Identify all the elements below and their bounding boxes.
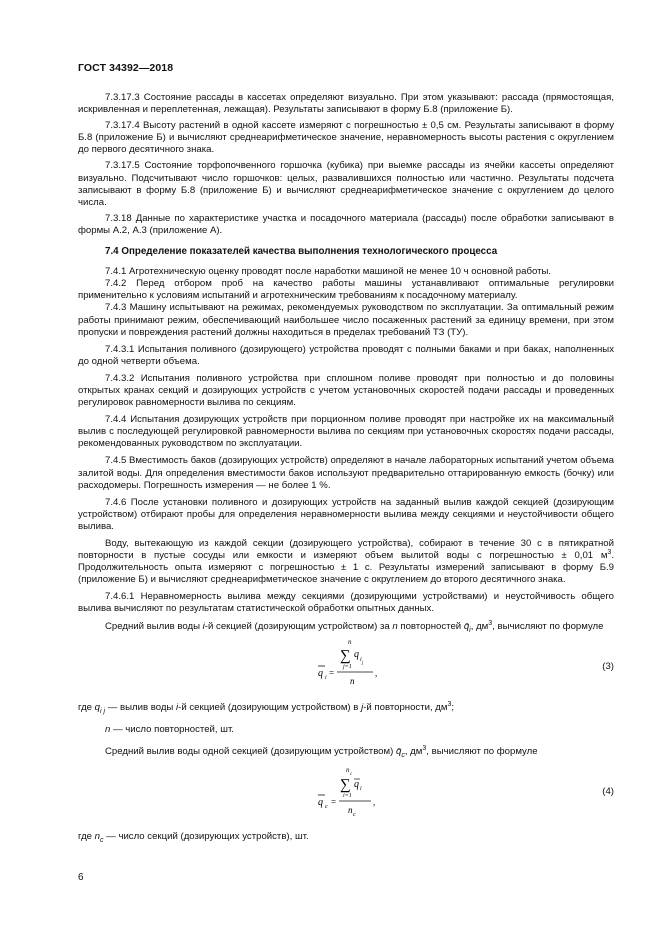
svg-text:n: n <box>350 675 355 686</box>
svg-text:=: = <box>331 796 337 807</box>
paragraph-7-4-3: 7.4.3 Машину испытывают на режимах, рекомендуемых руководством по эксплуатации. За оптимальный режим работы принимают режим, обеспечивающий наибольшее число посаженных растений за единицу времени, при этом пропуски и повреждения растений должны находиться в пределах требований ТЗ (ТУ). <box>78 302 614 338</box>
paragraph-mean-c: Средний вылив воды одной секцией (дозирующим устройством) $q̄_c$, $дм^3$, вычисляют по формуле <box>105 744 538 759</box>
paragraph-7-4-5: 7.4.5 Вместимость баков (дозирующих устройств) определяют в начале лабораторных испытаний учетом объема залитой воды. Для определения вместимости баков используют предварительно оттарированную емкость (бочку) или расходомеры. Погрешность измерения — не более 1 %. <box>78 455 614 491</box>
formula-4-number: (4) <box>602 785 614 797</box>
svg-text:=: = <box>329 667 335 678</box>
where-n-c: где $n_c$ — число секций (дозирующих устройств), шт. <box>78 831 309 845</box>
symbol-q-bar-c: $q̄_c$ <box>395 745 405 759</box>
svg-text:q: q <box>318 796 323 808</box>
svg-text:q: q <box>318 667 323 679</box>
paragraph-mean-i: Средний вылив воды i-й секцией (дозирующим устройством) за n повторностей $q̄_i$, $дм^3$, вычисляют по формуле <box>105 619 604 634</box>
svg-text:q: q <box>354 778 359 790</box>
paragraph-7-4-6: 7.4.6 После установки поливного и дозирующих устройств на заданный вылив каждой секцией (дозирующим устройством) отбирают пробы для определения неравномерности вылива между секциями и неустойчивости общего вылива. <box>78 496 614 532</box>
formula-4 <box>78 760 614 822</box>
svg-text:q: q <box>354 648 359 660</box>
document-header: ГОСТ 34392—2018 <box>78 62 174 74</box>
svg-text:i: i <box>360 656 362 663</box>
svg-text:n: n <box>346 765 350 774</box>
where-q-ij: где $q_{i j}$ — вылив воды i-й секцией (дозирующим устройством) в j-й повторности, $дм^3$; <box>78 701 455 716</box>
svg-text:j=1: j=1 <box>343 663 352 670</box>
symbol-q-bar-i: $q̄_i$ <box>463 620 471 634</box>
paragraph-water-collection: Воду, вытекающую из каждой секции (дозирующего устройства), собирают в течение 30 с в пятикратной повторности в пустые сосуды или емкости и измеряют объем вылитой воды с погрешностью ± 0,01 $м^3$. Продолжительность опыта измеряют с погрешностью ± 1 с. Результаты измерений записывают в форму Б.9 (приложение Б) и вычисляют среднеарифметическое значение с округлением до второго десятичного знака. <box>78 538 614 586</box>
svg-text:i: i <box>325 674 327 681</box>
formula-3-expression <box>318 635 468 693</box>
document-body <box>78 92 614 853</box>
svg-text:c: c <box>325 803 328 810</box>
svg-text:n: n <box>348 804 353 815</box>
paragraph-7-3-17-4: 7.3.17.4 Высоту растений в одной кассете измеряют с погрешностью ± 0,5 см. Результаты записывают в форму Б.8 (приложение Б) и вычисляют среднеарифметическое значение, неравномерность высоты растения с округлением до первого десятичного знака. <box>78 120 614 156</box>
formula-3 <box>78 635 614 693</box>
page-number: 6 <box>78 872 84 883</box>
paragraph-7-3-17-5: 7.3.17.5 Состояние торфопочвенного горшочка (кубика) при выемке рассады из ячейки кассеты определяют визуально. Подсчитывают число горшочков: целых, развалившихся полностью или частично. Результаты подсчета записывают в форму Б.8 (приложение Б) и вычисляют среднеарифметическое значение с округлением до целого числа. <box>78 160 614 208</box>
where-n: n — число повторностей, шт. <box>105 723 234 735</box>
svg-text:∑: ∑ <box>340 776 351 793</box>
svg-text:j: j <box>362 660 364 666</box>
paragraph-7-4-3-1: 7.4.3.1 Испытания поливного (дозирующего) устройства проводят с полными баками и при баках, наполненных до одной четверти объема. <box>78 343 614 367</box>
svg-text:c: c <box>353 811 356 818</box>
paragraph-7-3-17-3: 7.3.17.3 Состояние рассады в кассетах определяют визуально. При этом указывают: рассада (прямостоящая, искривленная и переплетенная, лежащая). Результаты записывают в форму Б.8 (приложение Б). <box>78 92 614 116</box>
paragraph-7-4-4: 7.4.4 Испытания дозирующих устройств при порционном поливе проводят при настройке их на максимальный вылив с последующей регулировкой равномерности вылива по секциям при установочных скоростях подачи рассады, рекомендованных руководством по эксплуатации. <box>78 414 614 450</box>
svg-text:,: , <box>373 796 376 807</box>
section-title-7-4: 7.4 Определение показателей качества выполнения технологического процесса <box>105 246 498 258</box>
formula-3-number: (3) <box>602 660 614 672</box>
svg-text:∑: ∑ <box>340 647 351 664</box>
svg-text:i: i <box>360 785 362 792</box>
paragraph-7-4-2: 7.4.2 Перед отбором проб на качество работы машины устанавливают оптимальные регулировки применительно к условиям испытаний и агротехническим требованиям к посадочному материалу. <box>78 278 614 302</box>
svg-text:i=1: i=1 <box>343 792 352 799</box>
paragraph-7-4-6-1: 7.4.6.1 Неравномерность вылива между секциями (дозирующими устройствами) и неустойчивость общего вылива вычисляют по результатам статистической обработки опытных данных. <box>78 591 614 615</box>
symbol-q-ij: $q_{i j}$ <box>94 702 106 716</box>
svg-text:n: n <box>348 637 352 646</box>
paragraph-7-4-1: 7.4.1 Агротехническую оценку проводят после наработки машиной не менее 10 ч основной работы. <box>105 266 552 278</box>
formula-4-expression <box>318 760 468 822</box>
paragraph-7-3-18: 7.3.18 Данные по характеристике участка и посадочного материала (рассады) после обработки записывают в формы А.2, А.3 (приложение А). <box>78 212 614 236</box>
paragraph-7-4-3-2: 7.4.3.2 Испытания поливного устройства при сплошном поливе проводят при полностью и до половины открытых кранах секций и дозирующих устройств с учетом установочных скоростей подачи рассады и проведенных регулировок равномерности вылива по секциям. <box>78 372 614 409</box>
svg-text:,: , <box>375 667 378 678</box>
svg-text:c: c <box>350 771 353 777</box>
